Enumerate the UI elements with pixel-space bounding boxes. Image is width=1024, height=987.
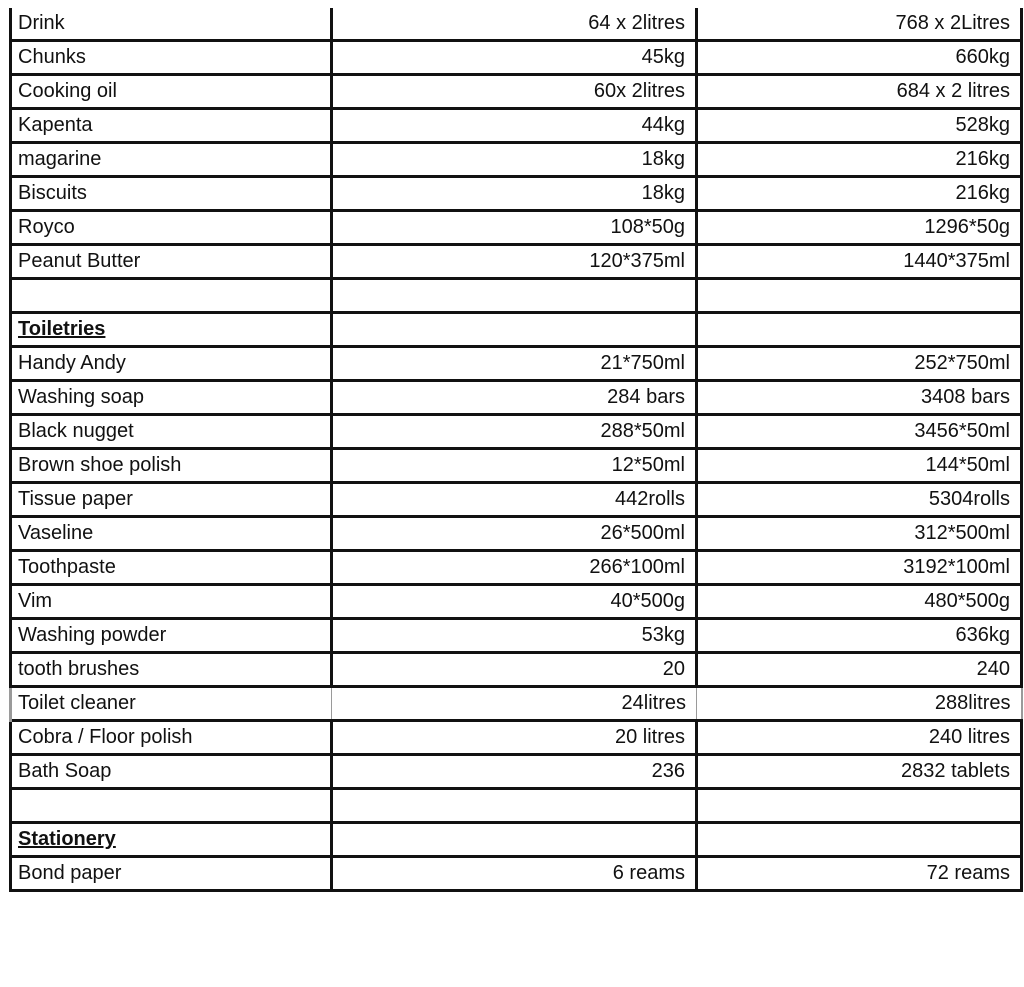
- supplies-table: [9, 8, 1023, 892]
- quantity-cell-total: 660kg: [697, 41, 1022, 75]
- quantity-cell-primary: 60x 2litres: [332, 75, 697, 109]
- table-row: [11, 245, 1022, 279]
- section-heading-toiletries: Toiletries: [11, 313, 332, 347]
- quantity-cell-primary: 6 reams: [332, 857, 697, 891]
- quantity-cell-primary: 40*500g: [332, 585, 697, 619]
- item-name-cell: Royco: [11, 211, 332, 245]
- table-row: [11, 177, 1022, 211]
- quantity-cell-total: 1440*375ml: [697, 245, 1022, 279]
- quantity-cell-total: 216kg: [697, 143, 1022, 177]
- blank-row: [11, 789, 1022, 823]
- quantity-cell-primary: 284 bars: [332, 381, 697, 415]
- supplies-table-body: [11, 8, 1022, 891]
- quantity-cell-primary: 64 x 2litres: [332, 8, 697, 41]
- table-row: [11, 109, 1022, 143]
- quantity-cell-total: 684 x 2 litres: [697, 75, 1022, 109]
- quantity-cell-total: 5304rolls: [697, 483, 1022, 517]
- quantity-cell-total: 480*500g: [697, 585, 1022, 619]
- item-name-cell: Chunks: [11, 41, 332, 75]
- quantity-cell-total: 2832 tablets: [697, 755, 1022, 789]
- table-row: [11, 8, 1022, 41]
- quantity-cell-total: 528kg: [697, 109, 1022, 143]
- quantity-cell-total: 144*50ml: [697, 449, 1022, 483]
- quantity-cell-primary: 20: [332, 653, 697, 687]
- item-name-cell: Cooking oil: [11, 75, 332, 109]
- item-name-cell: Vim: [11, 585, 332, 619]
- item-name-cell: Cobra / Floor polish: [11, 721, 332, 755]
- empty-cell: [11, 789, 332, 823]
- quantity-cell-primary: 18kg: [332, 143, 697, 177]
- item-name-cell: magarine: [11, 143, 332, 177]
- quantity-cell-total: 312*500ml: [697, 517, 1022, 551]
- item-name-cell: Toothpaste: [11, 551, 332, 585]
- quantity-cell-total: 72 reams: [697, 857, 1022, 891]
- table-row: [11, 551, 1022, 585]
- table-row: [11, 755, 1022, 789]
- empty-cell: [332, 789, 697, 823]
- quantity-cell-primary: 120*375ml: [332, 245, 697, 279]
- quantity-cell-primary: 108*50g: [332, 211, 697, 245]
- empty-cell: [697, 789, 1022, 823]
- item-name-cell: Biscuits: [11, 177, 332, 211]
- empty-cell: [697, 279, 1022, 313]
- item-name-cell: Washing soap: [11, 381, 332, 415]
- table-row: [11, 721, 1022, 755]
- quantity-cell-total: 3192*100ml: [697, 551, 1022, 585]
- supplies-table-container: [9, 8, 1019, 892]
- item-name-cell: Bath Soap: [11, 755, 332, 789]
- table-row: [11, 415, 1022, 449]
- item-name-cell: Black nugget: [11, 415, 332, 449]
- quantity-cell-primary: 18kg: [332, 177, 697, 211]
- quantity-cell-total: 216kg: [697, 177, 1022, 211]
- quantity-cell-primary: 266*100ml: [332, 551, 697, 585]
- section-header-row: [11, 313, 1022, 347]
- table-row: [11, 41, 1022, 75]
- table-row: [11, 449, 1022, 483]
- item-name-cell: Washing powder: [11, 619, 332, 653]
- empty-cell: [697, 313, 1022, 347]
- table-row: [11, 857, 1022, 891]
- empty-cell: [11, 279, 332, 313]
- table-row: [11, 381, 1022, 415]
- quantity-cell-primary: 288*50ml: [332, 415, 697, 449]
- quantity-cell-primary: 26*500ml: [332, 517, 697, 551]
- table-row: [11, 143, 1022, 177]
- item-name-cell: Peanut Butter: [11, 245, 332, 279]
- item-name-cell: Kapenta: [11, 109, 332, 143]
- empty-cell: [332, 279, 697, 313]
- table-row: [11, 619, 1022, 653]
- quantity-cell-primary: 442rolls: [332, 483, 697, 517]
- quantity-cell-primary: 45kg: [332, 41, 697, 75]
- quantity-cell-total: 3408 bars: [697, 381, 1022, 415]
- item-name-cell: tooth brushes: [11, 653, 332, 687]
- table-row: [11, 517, 1022, 551]
- quantity-cell-total: 288litres: [697, 687, 1022, 721]
- table-row: [11, 585, 1022, 619]
- empty-cell: [332, 823, 697, 857]
- item-name-cell: Handy Andy: [11, 347, 332, 381]
- quantity-cell-total: 240: [697, 653, 1022, 687]
- item-name-cell: Drink: [11, 8, 332, 41]
- quantity-cell-primary: 236: [332, 755, 697, 789]
- quantity-cell-primary: 21*750ml: [332, 347, 697, 381]
- item-name-cell: Vaseline: [11, 517, 332, 551]
- section-heading-stationery: Stationery: [11, 823, 332, 857]
- quantity-cell-primary: 44kg: [332, 109, 697, 143]
- blank-row: [11, 279, 1022, 313]
- table-row: [11, 75, 1022, 109]
- table-row: [11, 347, 1022, 381]
- table-row: [11, 687, 1022, 721]
- quantity-cell-total: 768 x 2Litres: [697, 8, 1022, 41]
- table-row: [11, 483, 1022, 517]
- item-name-cell: Brown shoe polish: [11, 449, 332, 483]
- quantity-cell-total: 252*750ml: [697, 347, 1022, 381]
- section-header-row: [11, 823, 1022, 857]
- quantity-cell-total: 636kg: [697, 619, 1022, 653]
- quantity-cell-total: 1296*50g: [697, 211, 1022, 245]
- quantity-cell-primary: 20 litres: [332, 721, 697, 755]
- quantity-cell-primary: 12*50ml: [332, 449, 697, 483]
- quantity-cell-primary: 53kg: [332, 619, 697, 653]
- quantity-cell-total: 3456*50ml: [697, 415, 1022, 449]
- quantity-cell-primary: 24litres: [332, 687, 697, 721]
- quantity-cell-total: 240 litres: [697, 721, 1022, 755]
- item-name-cell: Toilet cleaner: [11, 687, 332, 721]
- item-name-cell: Tissue paper: [11, 483, 332, 517]
- empty-cell: [332, 313, 697, 347]
- item-name-cell: Bond paper: [11, 857, 332, 891]
- empty-cell: [697, 823, 1022, 857]
- table-row: [11, 211, 1022, 245]
- table-row: [11, 653, 1022, 687]
